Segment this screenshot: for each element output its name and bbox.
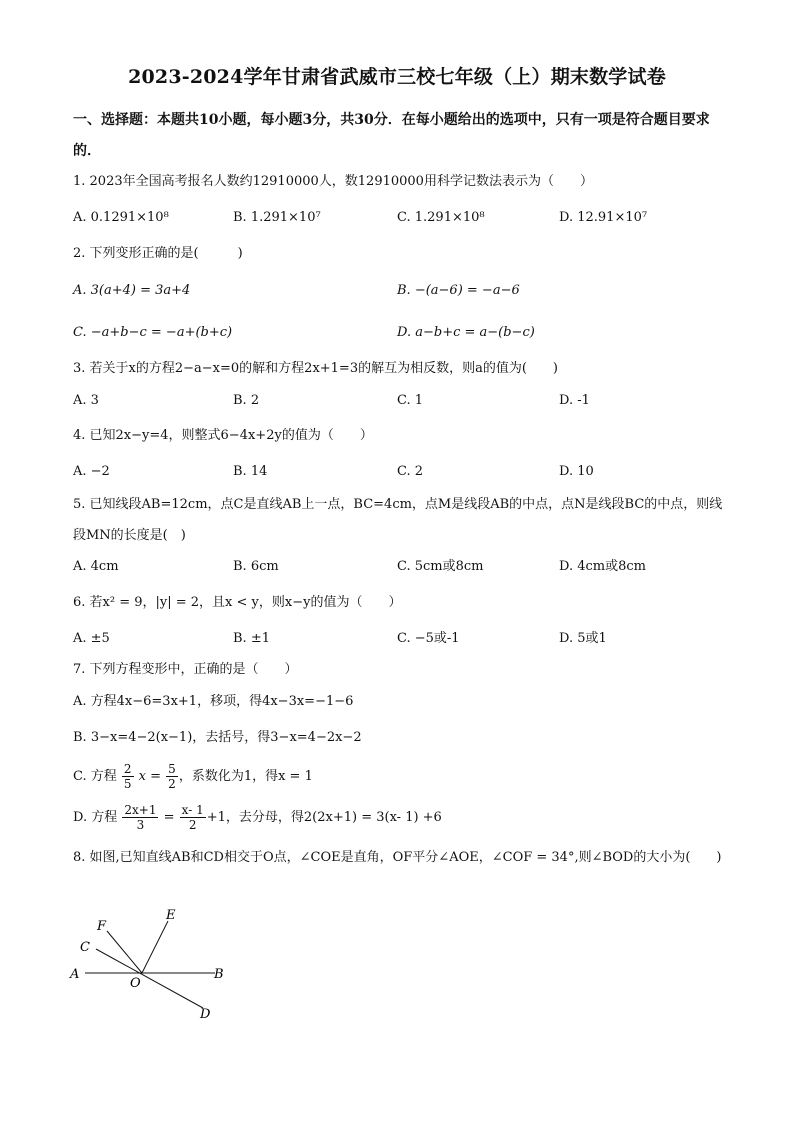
fraction-denominator: 2 — [168, 777, 176, 791]
question-4-stem: 4. 已知2x−y=4，则整式6−4x+2y的值为（ ） — [73, 428, 373, 443]
question-4-option-b: B. 14 — [233, 464, 268, 479]
question-7-stem: 7. 下列方程变形中，正确的是（ ） — [73, 662, 298, 677]
label-d: D — [200, 1007, 211, 1022]
option-c-middle: x = — [138, 769, 162, 784]
question-1-stem: 1. 2023年全国高考报名人数约12910000人，数12910000用科学记数法表示为（ ） — [73, 174, 593, 189]
question-6-option-b: B. ±1 — [233, 631, 270, 646]
question-3-option-c: C. 1 — [397, 393, 424, 408]
label-e: E — [166, 908, 176, 923]
question-7-option-b: B. 3−x=4−2(x−1)，去括号，得3−x=4−2x−2 — [73, 730, 362, 745]
question-1-option-a: A. 0.1291×10⁸ — [73, 210, 169, 225]
section-heading: 一、选择题：本题共10小题，每小题3分，共30分．在每小题给出的选项中，只有一项是符合题目要求的． — [73, 112, 710, 159]
question-7-option-a: A. 方程4x−6=3x+1，移项，得4x−3x=−1−6 — [73, 694, 354, 709]
question-4-option-c: C. 2 — [397, 464, 424, 479]
question-3-option-d: D. -1 — [559, 393, 590, 408]
label-o: O — [130, 976, 141, 991]
fraction-denominator: 3 — [136, 818, 145, 832]
fraction-left — [122, 803, 158, 832]
ray-oe — [142, 921, 168, 973]
option-c-suffix: ，系数化为1，得x = 1 — [178, 769, 313, 784]
option-d-suffix: +1，去分母，得2(2x+1) = 3(x- 1) +6 — [206, 810, 442, 825]
question-5-stem: 5. 已知线段AB=12cm，点C是直线AB上一点，BC=4cm，点M是线段AB的中点，点N是线段BC的中点，则线段MN的长度是( ) — [73, 497, 723, 543]
option-d-equals: = — [163, 810, 175, 825]
question-7-option-c — [73, 762, 313, 791]
question-8-stem: 8. 如图,已知直线AB和CD相交于O点，∠COE是直角，OF平分∠AOE，∠COF = 34°,则∠BOD的大小为( ) — [73, 850, 722, 865]
fraction-five-halves — [166, 762, 178, 791]
question-2-stem: 2. 下列变形正确的是( ) — [73, 246, 243, 261]
question-3-option-b: B. 2 — [233, 393, 260, 408]
label-b: B — [214, 967, 224, 982]
question-2-option-b: B. −(a−6) = −a−6 — [397, 283, 520, 298]
question-5-option-d: D. 4cm或8cm — [559, 559, 646, 574]
fraction-numerator: x- 1 — [181, 803, 204, 817]
fraction-numerator: 2 — [123, 762, 132, 776]
question-5-option-b: B. 6cm — [233, 559, 279, 574]
question-6-option-d: D. 5或1 — [559, 631, 607, 646]
fraction-numerator: 5 — [168, 762, 176, 776]
question-4-option-a: A. −2 — [73, 464, 110, 479]
question-3-option-a: A. 3 — [73, 393, 99, 408]
question-2-option-c: C. −a+b−c = −a+(b+c) — [73, 325, 233, 340]
fraction-numerator: 2x+1 — [124, 803, 157, 817]
question-6-option-c: C. −5或-1 — [397, 631, 460, 646]
question-3-stem: 3. 若关于x的方程2−a−x=0的解和方程2x+1=3的解互为相反数，则a的值为( ) — [73, 361, 558, 376]
question-6-stem: 6. 若x² = 9，|y| = 2，且x < y，则x−y的值为（ ） — [73, 595, 402, 610]
label-f: F — [97, 919, 107, 934]
option-c-prefix: C. 方程 — [73, 769, 117, 784]
ray-of — [107, 931, 142, 973]
fraction-right — [180, 803, 206, 832]
label-c: C — [80, 940, 90, 955]
angle-diagram — [60, 905, 240, 1025]
question-5-option-a: A. 4cm — [73, 559, 119, 574]
question-6-option-a: A. ±5 — [73, 631, 110, 646]
fraction-two-fifths — [122, 762, 134, 791]
question-2-option-d: D. a−b+c = a−(b−c) — [397, 325, 535, 340]
option-d-prefix: D. 方程 — [73, 810, 118, 825]
question-7-option-d — [73, 803, 442, 832]
fraction-denominator: 2 — [188, 818, 197, 832]
question-2-option-a: A. 3(a+4) = 3a+4 — [73, 283, 191, 298]
fraction-denominator: 5 — [123, 777, 132, 791]
question-4-option-d: D. 10 — [559, 464, 594, 479]
question-1-option-b: B. 1.291×10⁷ — [233, 210, 321, 225]
label-a: A — [70, 967, 80, 982]
question-1-option-c: C. 1.291×10⁸ — [397, 210, 485, 225]
page-title: 2023-2024学年甘肃省武威市三校七年级（上）期末数学试卷 — [128, 66, 666, 88]
question-5-option-c: C. 5cm或8cm — [397, 559, 484, 574]
question-1-option-d: D. 12.91×10⁷ — [559, 210, 648, 225]
